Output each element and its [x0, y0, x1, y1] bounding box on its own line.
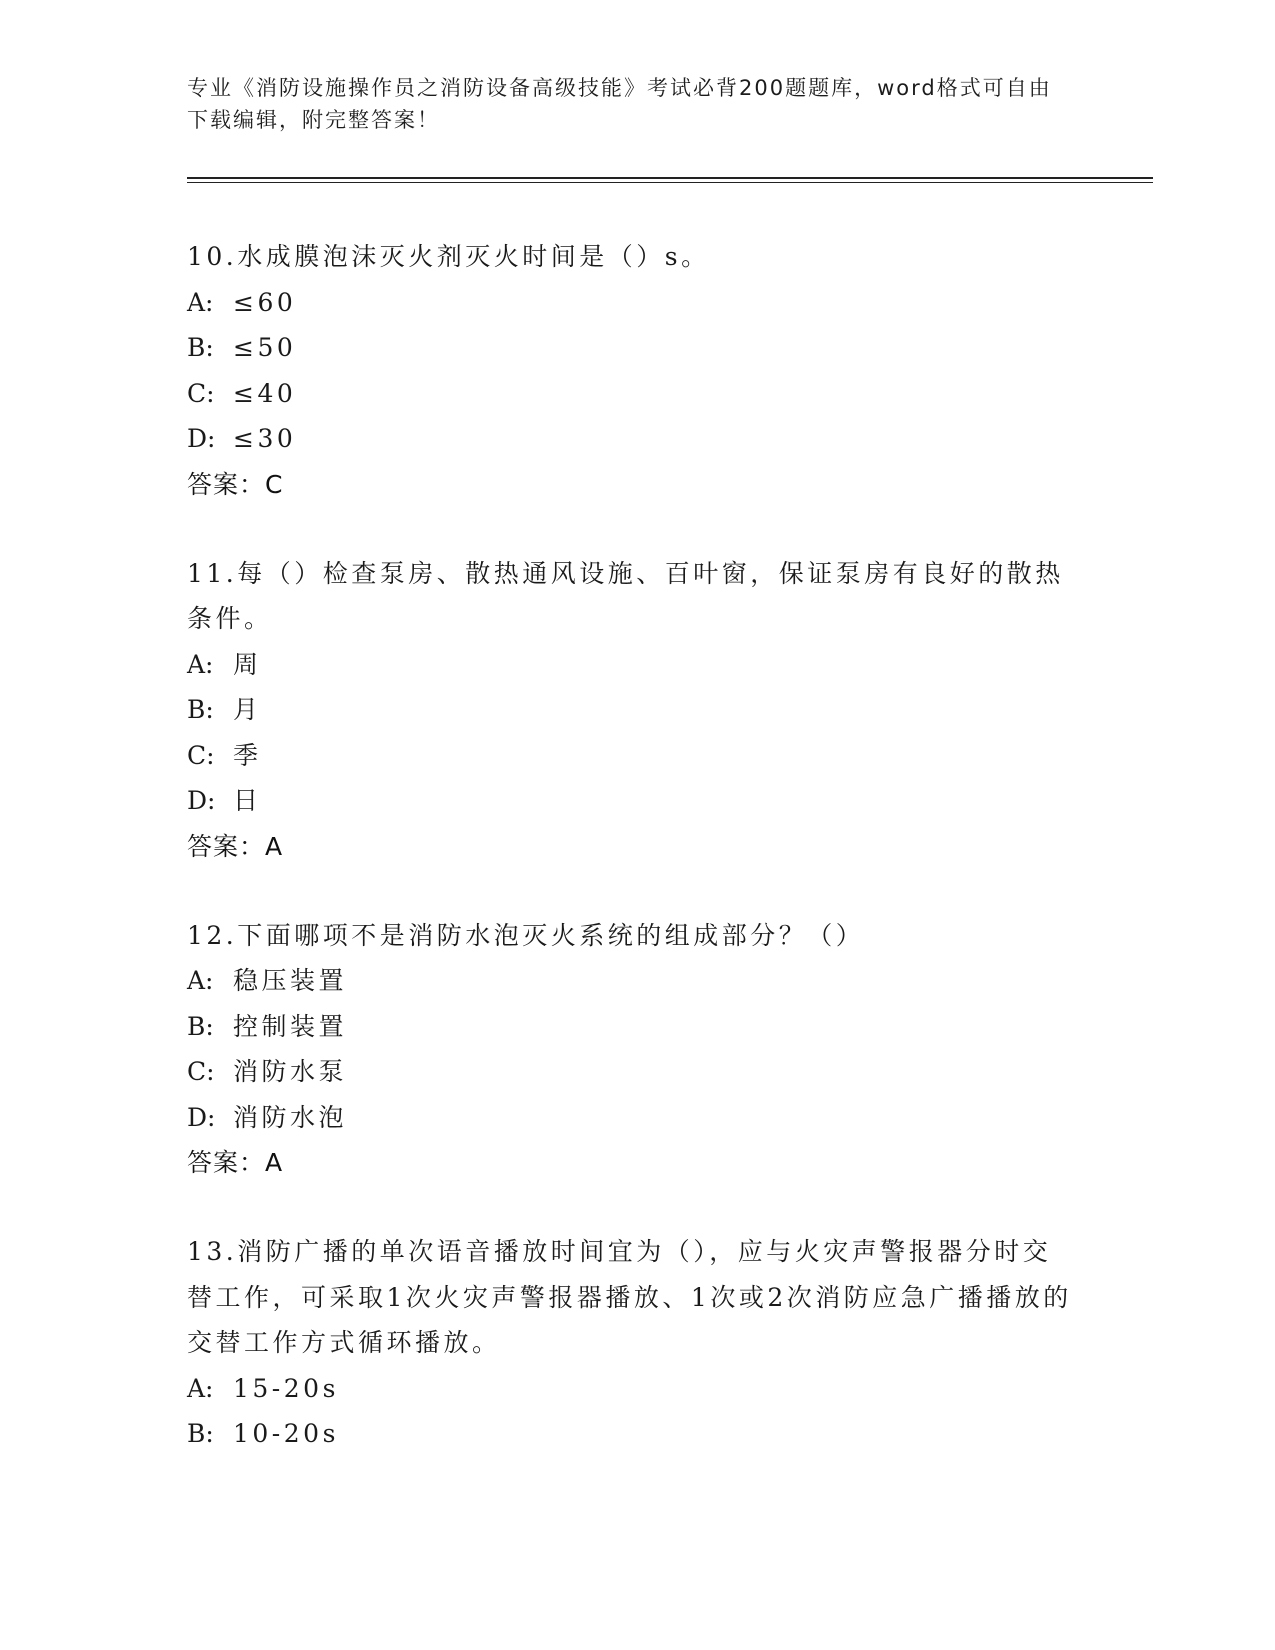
header-rule-thick — [187, 177, 1153, 179]
option-letter: D: — [187, 786, 216, 815]
option-letter: C: — [187, 378, 215, 408]
option-text: ≤60 — [233, 287, 297, 317]
header-rule-thin — [187, 182, 1153, 183]
option-b — [187, 687, 1077, 733]
option-text: 季 — [233, 740, 262, 770]
option-text: 月 — [233, 695, 262, 724]
option-letter: B: — [187, 333, 214, 362]
option-d — [187, 778, 1077, 824]
option-letter: A: — [187, 287, 214, 317]
option-b — [187, 1411, 1077, 1457]
answer-line: 答案：A — [187, 831, 284, 861]
option-c — [187, 371, 1077, 417]
option-text: 控制装置 — [233, 1011, 348, 1041]
option-text: 10-20s — [233, 1419, 339, 1448]
option-letter: D: — [187, 424, 216, 453]
option-text: 稳压装置 — [233, 966, 348, 995]
option-d — [187, 416, 1077, 462]
question-12 — [187, 913, 1077, 1186]
option-letter: B: — [187, 1011, 214, 1041]
option-a — [187, 1366, 1077, 1412]
answer-line: 答案：C — [187, 469, 284, 499]
option-a — [187, 280, 1077, 326]
question-stem: 10.水成膜泡沫灭火剂灭火时间是（）s。 — [187, 242, 710, 271]
option-text: 日 — [233, 786, 262, 815]
option-text: 周 — [233, 649, 262, 679]
option-c — [187, 1049, 1077, 1095]
option-text: ≤30 — [233, 424, 297, 453]
question-list — [187, 234, 1077, 1457]
question-stem: 11.每（）检查泵房、散热通风设施、百叶窗，保证泵房有良好的散热条件。 — [187, 558, 1064, 633]
question-stem: 12.下面哪项不是消防水泡灭火系统的组成部分？（） — [187, 920, 865, 950]
option-text: 消防水泡 — [233, 1102, 348, 1132]
option-b — [187, 1004, 1077, 1050]
document-header: 专业《消防设施操作员之消防设备高级技能》考试必背200题题库，word格式可自由下载编辑，附完整答案！ — [187, 76, 1052, 132]
option-letter: C: — [187, 740, 215, 770]
answer-line: 答案：A — [187, 1148, 284, 1177]
option-letter: D: — [187, 1102, 216, 1132]
question-10 — [187, 234, 1077, 507]
question-11 — [187, 551, 1077, 869]
question-stem: 13.消防广播的单次语音播放时间宜为（），应与火灾声警报器分时交替工作，可采取1次火灾声警报器播放、1次或2次消防应急广播播放的交替工作方式循环播放。 — [187, 1237, 1072, 1357]
option-a — [187, 642, 1077, 688]
option-text: ≤50 — [233, 333, 297, 362]
option-letter: B: — [187, 695, 214, 724]
option-c — [187, 733, 1077, 779]
option-letter: B: — [187, 1419, 214, 1448]
option-d — [187, 1095, 1077, 1141]
option-text: 15-20s — [233, 1373, 339, 1403]
option-letter: A: — [187, 966, 214, 995]
question-13 — [187, 1229, 1077, 1457]
option-a — [187, 958, 1077, 1004]
option-letter: A: — [187, 649, 214, 679]
option-b — [187, 325, 1077, 371]
option-text: 消防水泵 — [233, 1057, 348, 1086]
option-text: ≤40 — [233, 378, 297, 408]
option-letter: A: — [187, 1373, 214, 1403]
option-letter: C: — [187, 1057, 215, 1086]
